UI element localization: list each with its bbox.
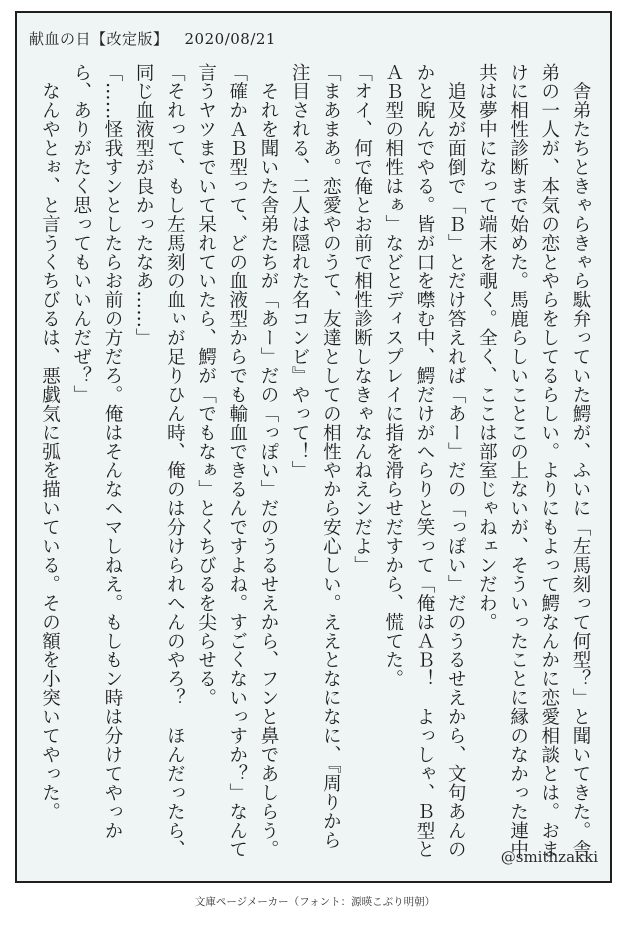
footer-credit: 文庫ページメーカー（フォント：源暎こぶり明朝）	[194, 896, 436, 908]
paragraph: 「それって、もし左馬刻の血ぃが足りひん時、俺のは分けられへんのやろ？ ほんだったら、同じ血液型が良かったなあ……」	[133, 63, 186, 859]
vertical-body-text	[34, 63, 596, 863]
paragraph: 「オイ、何で俺とお前で相性診断しなきゃなんねえンだよ」	[351, 63, 373, 575]
document-title: 献血の日【改定版】	[29, 30, 169, 48]
paragraph: なんやとぉ、と言うくちびるは、悪戯気に弧を描いている。その額を小突いてやった。	[39, 63, 61, 821]
paragraph: 「まあまあ。恋愛やのうて、友達としての相性やから安心しい。ええとなになに、『周りから注目される、二人は隠れた名コンビ』やって！」	[289, 63, 342, 850]
text-card	[15, 11, 612, 883]
paragraph: それを聞いた舎弟たちが「あー」だの「っぽい」だのうるせえから、フンと鼻であしらう。「確かＡＢ型って、どの血液型からでも輸血できるんですよね。すごくないっすか？」なんて言うヤツまでいて呆れていたら、鰐が「でもなぁ」とくちびるを尖らせる。	[195, 63, 279, 859]
paragraph: 「……怪我すンとしたらお前の方だろ。俺はそんなヘマしねえ。もしもン時は分けてやっから、ありがたく思ってもいいんだぜ？」	[70, 63, 123, 840]
author-handle: @smithzakki	[500, 848, 598, 866]
header	[29, 28, 276, 49]
paragraph: 舎弟たちときゃらきゃら駄弁っていた鰐が、ふいに「左馬刻って何型？」と聞いてきた。舎弟の一人が、本気の恋とやらをしてるらしい。よりにもよって鰐なんかに恋愛相談とは。おまけに相性診断まで始めた。馬鹿らしいことこの上ないが、そういったことに縁のなかった連中共は夢中になって端末を覗く。全く、ここは部室じゃねェンだわ。	[476, 63, 591, 859]
document-date: 2020/08/21	[184, 30, 276, 48]
paragraph: 追及が面倒で「Ｂ」とだけ答えれば「あー」だの「っぽい」だのうるせえから、文句あんのかと睨んでやる。皆が口を噤む中、鰐だけがへらりと笑って「俺はＡＢ！ よっしゃ、Ｂ型とＡＢ型の相性はぁ」などとディスプレイに指を滑らせだすから、慌てた。	[382, 63, 467, 859]
